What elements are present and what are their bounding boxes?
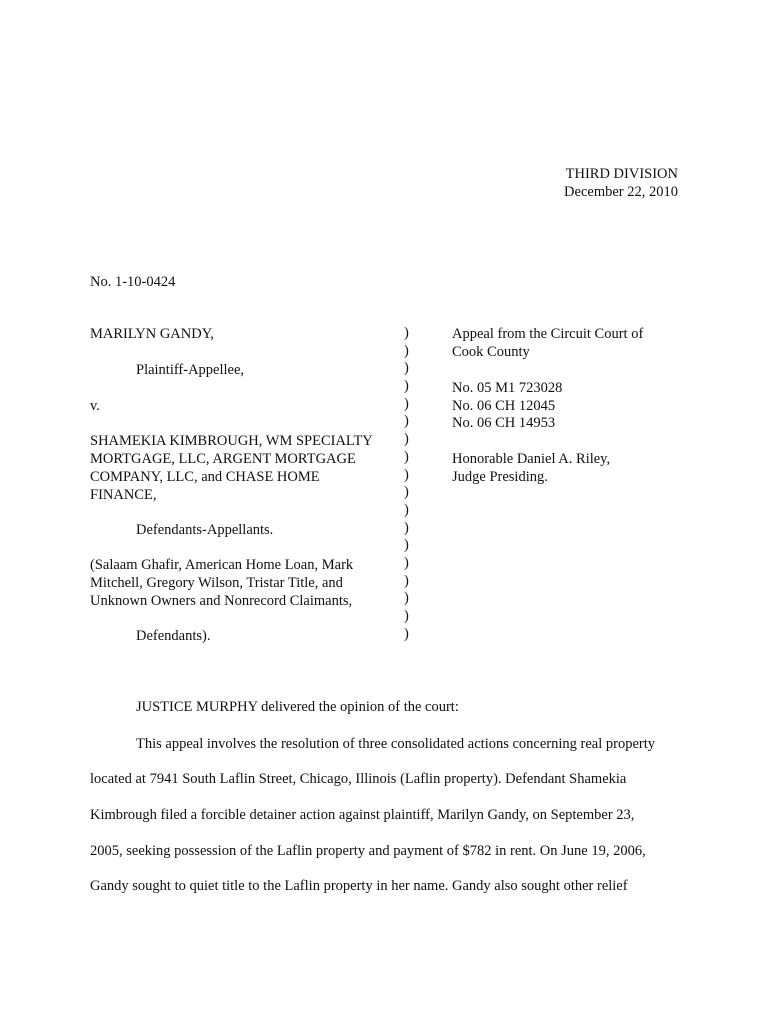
caption-paren: )	[404, 608, 409, 624]
caption-paren-column	[404, 325, 416, 643]
caption-paren: )	[404, 448, 409, 465]
defendants-line: COMPANY, LLC, and CHASE HOME	[90, 469, 320, 485]
caption-paren: )	[404, 590, 409, 607]
other-defendants-line: (Salaam Ghafir, American Home Loan, Mark	[90, 557, 354, 573]
lower-case-number: No. 06 CH 12045	[452, 398, 556, 414]
caption-paren: )	[404, 413, 409, 430]
caption-paren: )	[404, 572, 409, 589]
caption-paren: )	[404, 325, 409, 341]
caption-paren: )	[404, 537, 409, 554]
plaintiff-role: Plaintiff-Appellee,	[136, 362, 245, 378]
paragraph-line: located at 7941 South Laflin Street, Chicago, Illinois (Laflin property). Defendant Shamekia	[90, 771, 627, 787]
lower-case-number: No. 06 CH 14953	[452, 415, 556, 431]
caption-paren: )	[404, 466, 409, 483]
defendants-role: Defendants-Appellants.	[136, 522, 274, 538]
appeal-from-line: Cook County	[452, 344, 530, 360]
plaintiff-name: MARILYN GANDY,	[90, 326, 214, 342]
caption-paren: )	[404, 501, 409, 518]
caption-paren: )	[404, 360, 409, 377]
lower-case-number: No. 05 M1 723028	[452, 380, 563, 396]
defendants-line: SHAMEKIA KIMBROUGH, WM SPECIALTY	[90, 433, 373, 449]
paragraph-line: Gandy sought to quiet title to the Laflin property in her name. Gandy also sought other relief	[90, 878, 628, 894]
paragraph-line: This appeal involves the resolution of three consolidated actions concerning real property	[136, 736, 656, 752]
versus-label: v.	[90, 398, 100, 414]
paragraph-line: Kimbrough filed a forcible detainer action against plaintiff, Marilyn Gandy, on September 23,	[90, 807, 635, 823]
judge-line: Judge Presiding.	[452, 469, 548, 485]
other-defendants-line: Mitchell, Gregory Wilson, Tristar Title, and	[90, 575, 343, 591]
other-defendants-role: Defendants).	[136, 628, 211, 644]
caption-paren: )	[404, 395, 409, 412]
caption-paren: )	[404, 519, 409, 536]
caption-paren: )	[404, 484, 409, 501]
caption-paren: )	[404, 554, 409, 571]
caption-paren: )	[404, 342, 409, 359]
opinion-date: December 22, 2010	[564, 184, 678, 200]
paragraph-line: 2005, seeking possession of the Laflin property and payment of $782 in rent. On June 19, 2006,	[90, 843, 646, 859]
defendants-line: FINANCE,	[90, 487, 157, 503]
caption-paren: )	[404, 625, 409, 642]
opinion-intro: JUSTICE MURPHY delivered the opinion of the court:	[136, 699, 459, 715]
case-number: No. 1-10-0424	[90, 274, 176, 290]
division-label: THIRD DIVISION	[565, 166, 678, 182]
judge-line: Honorable Daniel A. Riley,	[452, 451, 611, 467]
other-defendants-line: Unknown Owners and Nonrecord Claimants,	[90, 593, 353, 609]
defendants-line: MORTGAGE, LLC, ARGENT MORTGAGE	[90, 451, 356, 467]
appeal-from-line: Appeal from the Circuit Court of	[452, 326, 644, 342]
caption-paren: )	[404, 431, 409, 448]
caption-paren: )	[404, 378, 409, 395]
